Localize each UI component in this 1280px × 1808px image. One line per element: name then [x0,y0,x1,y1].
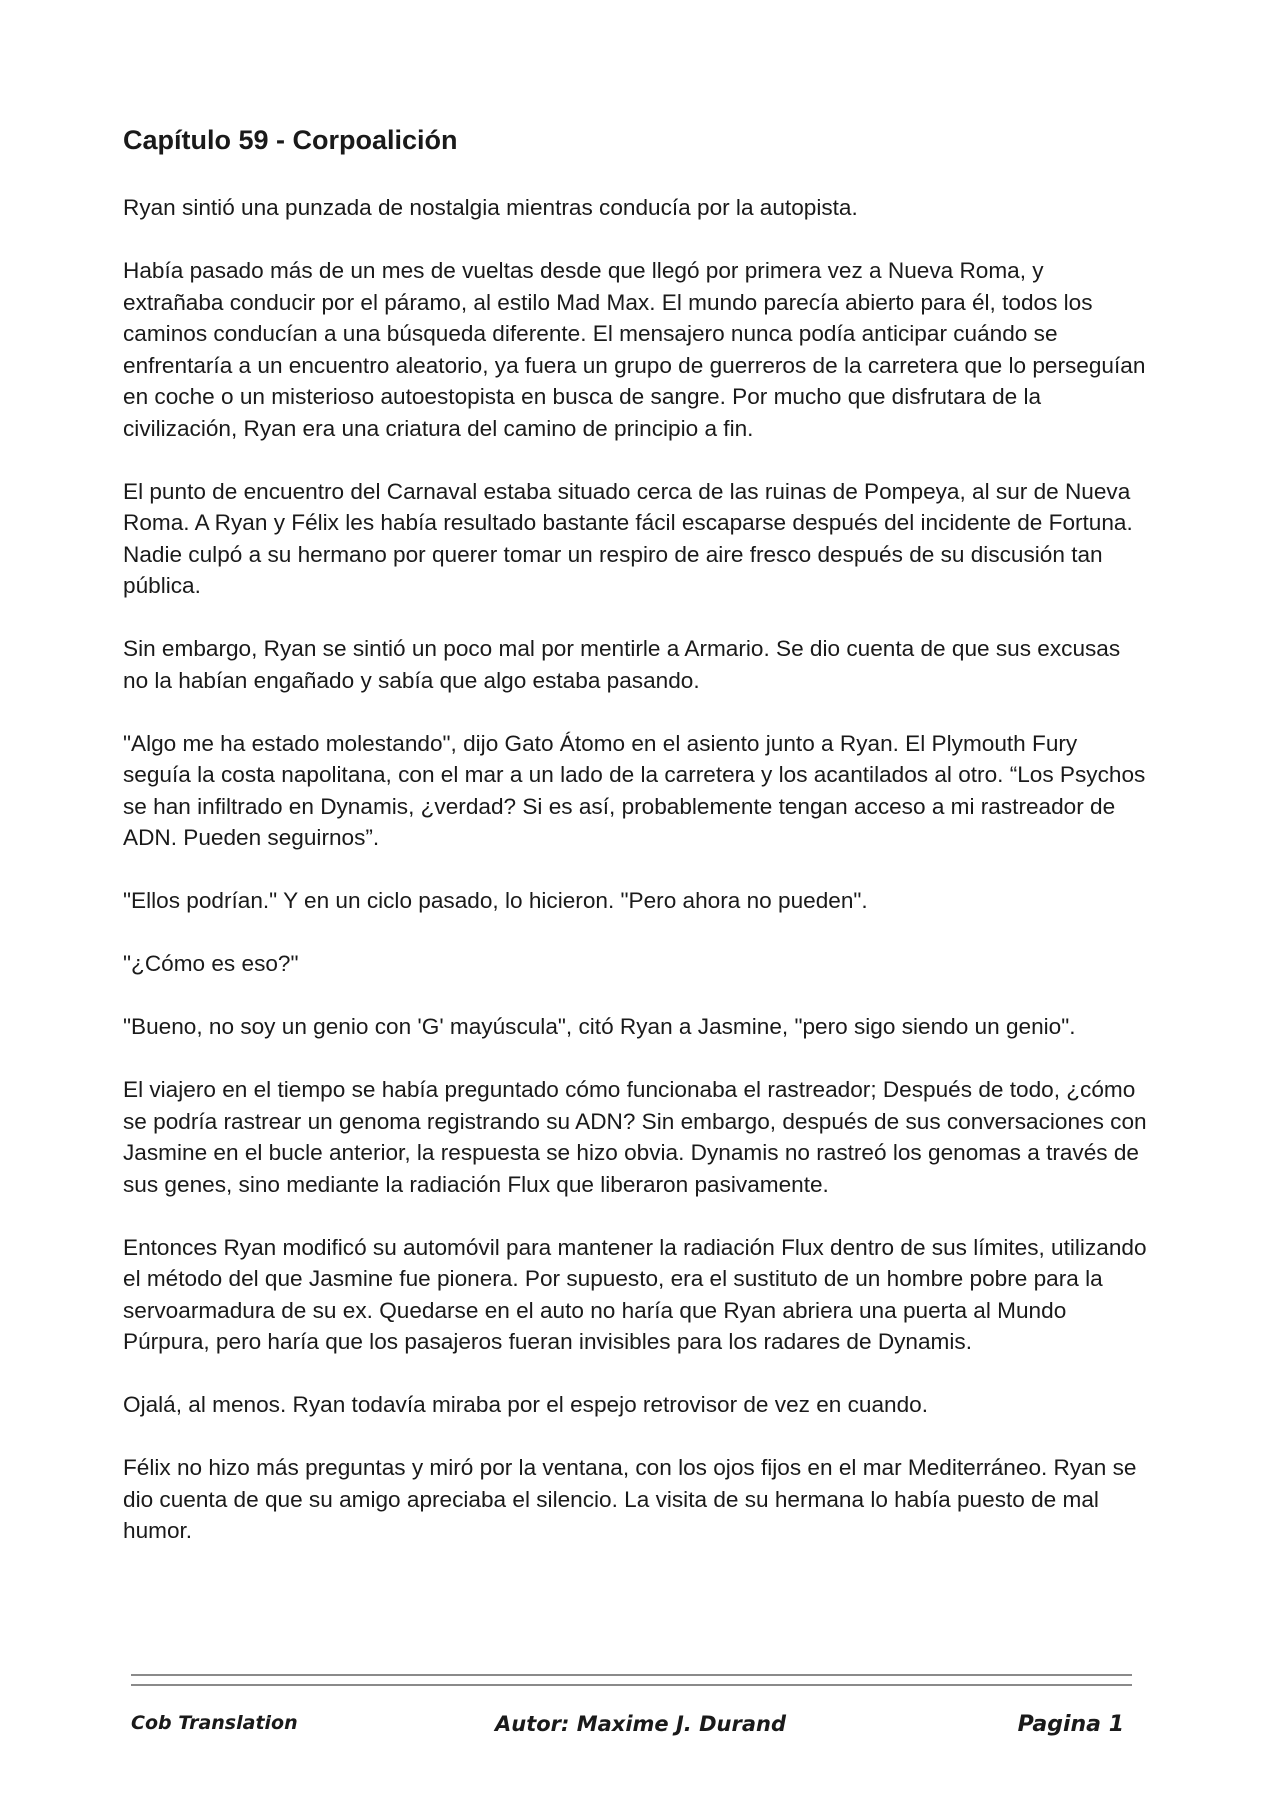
paragraph: Había pasado más de un mes de vueltas desde que llegó por primera vez a Nueva Roma, y extrañaba conducir por el páramo, al estilo Mad Max. El mundo parecía abierto para él, todos los caminos conducían a una búsqueda diferente. El mensajero nunca podía anticipar cuándo se enfrentaría a un encuentro aleatorio, ya fuera un grupo de guerreros de la carretera que lo perseguían en coche o un misterioso autoestopista en busca de sangre. Por mucho que disfrutara de la civilización, Ryan era una criatura del camino de principio a fin. [123,258,1146,441]
paragraph: Ojalá, al menos. Ryan todavía miraba por el espejo retrovisor de vez en cuando. [123,1392,929,1417]
paragraph: Ryan sintió una punzada de nostalgia mientras conducía por la autopista. [123,195,858,220]
chapter-title: Capítulo 59 - Corpoalición [123,125,458,155]
paragraph: "Bueno, no soy un genio con 'G' mayúscula", citó Ryan a Jasmine, "pero sigo siendo un genio". [123,1014,1076,1039]
page-footer [131,1712,1132,1748]
paragraph: Félix no hizo más preguntas y miró por la ventana, con los ojos fijos en el mar Mediterráneo. Ryan se dio cuenta de que su amigo apreciaba el silencio. La visita de su hermana lo había puesto de mal humor. [123,1455,1137,1543]
footer-author: Autor: Maxime J. Durand [495,1712,786,1736]
paragraph: "Ellos podrían." Y en un ciclo pasado, lo hicieron. "Pero ahora no pueden". [123,888,868,913]
footer-translator: Cob Translation [131,1712,298,1734]
paragraph: El punto de encuentro del Carnaval estaba situado cerca de las ruinas de Pompeya, al sur de Nueva Roma. A Ryan y Félix les había resultado bastante fácil escaparse después del incidente de Fortuna. Nadie culpó a su hermano por querer tomar un respiro de aire fresco después de su discusión tan pública. [123,478,1133,598]
footer-divider-bottom [131,1684,1132,1686]
paragraph: "¿Cómo es eso?" [123,951,299,976]
paragraph: Entonces Ryan modificó su automóvil para mantener la radiación Flux dentro de sus límites, utilizando el método del que Jasmine fue pionera. Por supuesto, era el sustituto de un hombre pobre para la servoarmadura de su ex. Quedarse en el auto no haría que Ryan abriera una puerta al Mundo Púrpura, pero haría que los pasajeros fueran invisibles para los radares de Dynamis. [123,1234,1147,1354]
paragraph: El viajero en el tiempo se había preguntado cómo funcionaba el rastreador; Después de todo, ¿cómo se podría rastrear un genoma registrando su ADN? Sin embargo, después de sus conversaciones con Jasmine en el bucle anterior, la respuesta se hizo obvia. Dynamis no rastreó los genomas a través de sus genes, sino mediante la radiación Flux que liberaron pasivamente. [123,1077,1147,1197]
paragraph: "Algo me ha estado molestando", dijo Gato Átomo en el asiento junto a Ryan. El Plymouth Fury seguía la costa napolitana, con el mar a un lado de la carretera y los acantilados al otro. “Los Psychos se han infiltrado en Dynamis, ¿verdad? Si es así, probablemente tengan acceso a mi rastreador de ADN. Pueden seguirnos”. [123,730,1146,850]
paragraph: Sin embargo, Ryan se sintió un poco mal por mentirle a Armario. Se dio cuenta de que sus excusas no la habían engañado y sabía que algo estaba pasando. [123,636,1121,693]
footer-page-number: Pagina 1 [1017,1712,1124,1737]
document-body [123,120,1148,1578]
footer-divider-top [131,1674,1132,1676]
